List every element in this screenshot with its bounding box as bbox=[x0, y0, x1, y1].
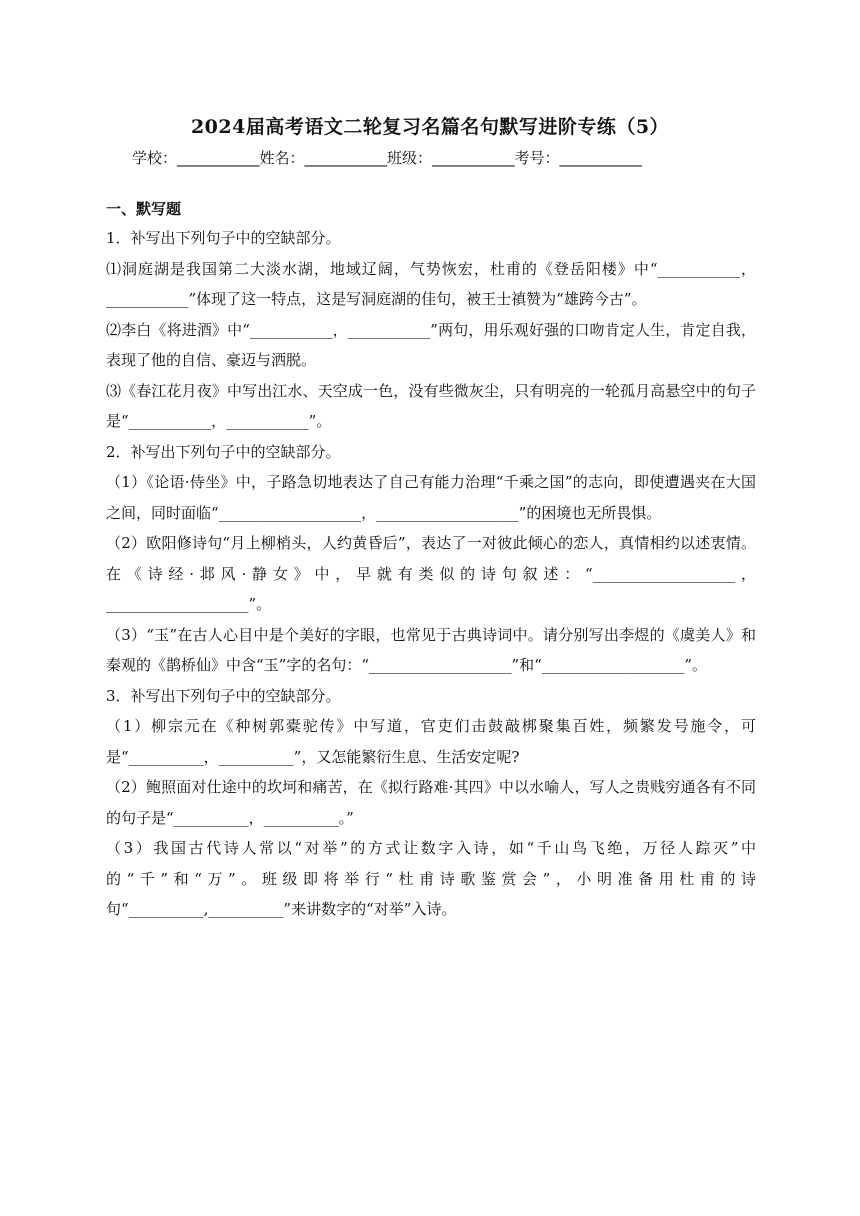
question-1-item-2: ⑵李白《将进酒》中“___________，___________”两句，用乐观好强的口吻肯定人生，肯定自我，表现了他的自信、豪迈与洒脱。 bbox=[106, 320, 756, 369]
question-1-item-1: ⑴洞庭湖是我国第二大淡水湖，地域辽阔，气势恢宏，杜甫的《登岳阳楼》中“___________，___________”体现了这一特点，这是写洞庭湖的佳句，被王士禛赞为“雄跨今古”。 bbox=[106, 259, 756, 308]
document-title: 2024届高考语文二轮复习名篇名句默写进阶专练（5） bbox=[190, 116, 670, 138]
question-2-stem: 2．补写出下列句子中的空缺部分。 bbox=[106, 442, 341, 461]
question-body bbox=[106, 223, 756, 925]
question-3-stem: 3．补写出下列句子中的空缺部分。 bbox=[106, 686, 341, 705]
question-3-item-1: （1）柳宗元在《种树郭橐驼传》中写道，官吏们击鼓敲梆聚集百姓，频繁发号施令，可是“__________，__________”，又怎能繁衍生息、生活安定呢? bbox=[106, 717, 756, 766]
question-3-item-2: （2）鲍照面对仕途中的坎坷和痛苦，在《拟行路难·其四》中以水喻人，写人之贵贱穷通各有不同的句子是“__________，__________。” bbox=[106, 778, 756, 827]
section-heading: 一、默写题 bbox=[106, 200, 182, 218]
question-3-item-3: （3）我国古代诗人常以“对举”的方式让数字入诗，如“千山鸟飞绝，万径人踪灭”中的“千”和“万”。班级即将举行“杜甫诗歌鉴赏会”，小明准备用杜甫的诗句“__________,__________”来讲数字的“对举”入诗。 bbox=[106, 839, 756, 918]
question-2-item-1: （1）《论语·侍坐》中，子路急切地表达了自己有能力治理“千乘之国”的志向，即使遭遇夹在大国之间，同时面临“___________________，___________________”的困境也无所畏惧。 bbox=[106, 473, 756, 522]
student-info-line: 学校：___________姓名：___________班级：___________考号：___________ bbox=[132, 149, 643, 167]
question-2-item-3: （3）“玉”在古人心目中是个美好的字眼，也常见于古典诗词中。请分别写出李煜的《虞美人》和秦观的《鹊桥仙》中含“玉”字的名句：“___________________”和“___________________”。 bbox=[106, 625, 756, 674]
question-1-item-3: ⑶《春江花月夜》中写出江水、天空成一色，没有些微灰尘，只有明亮的一轮孤月高悬空中的句子是“___________，___________”。 bbox=[106, 381, 756, 430]
question-1-stem: 1．补写出下列句子中的空缺部分。 bbox=[106, 229, 341, 247]
question-2-item-2: （2）欧阳修诗句“月上柳梢头，人约黄昏后”，表达了一对彼此倾心的恋人，真情相约以述衷情。在《诗经·邶风·静女》中，早就有类似的诗句叙述：“___________________，___________________”。 bbox=[106, 534, 756, 613]
